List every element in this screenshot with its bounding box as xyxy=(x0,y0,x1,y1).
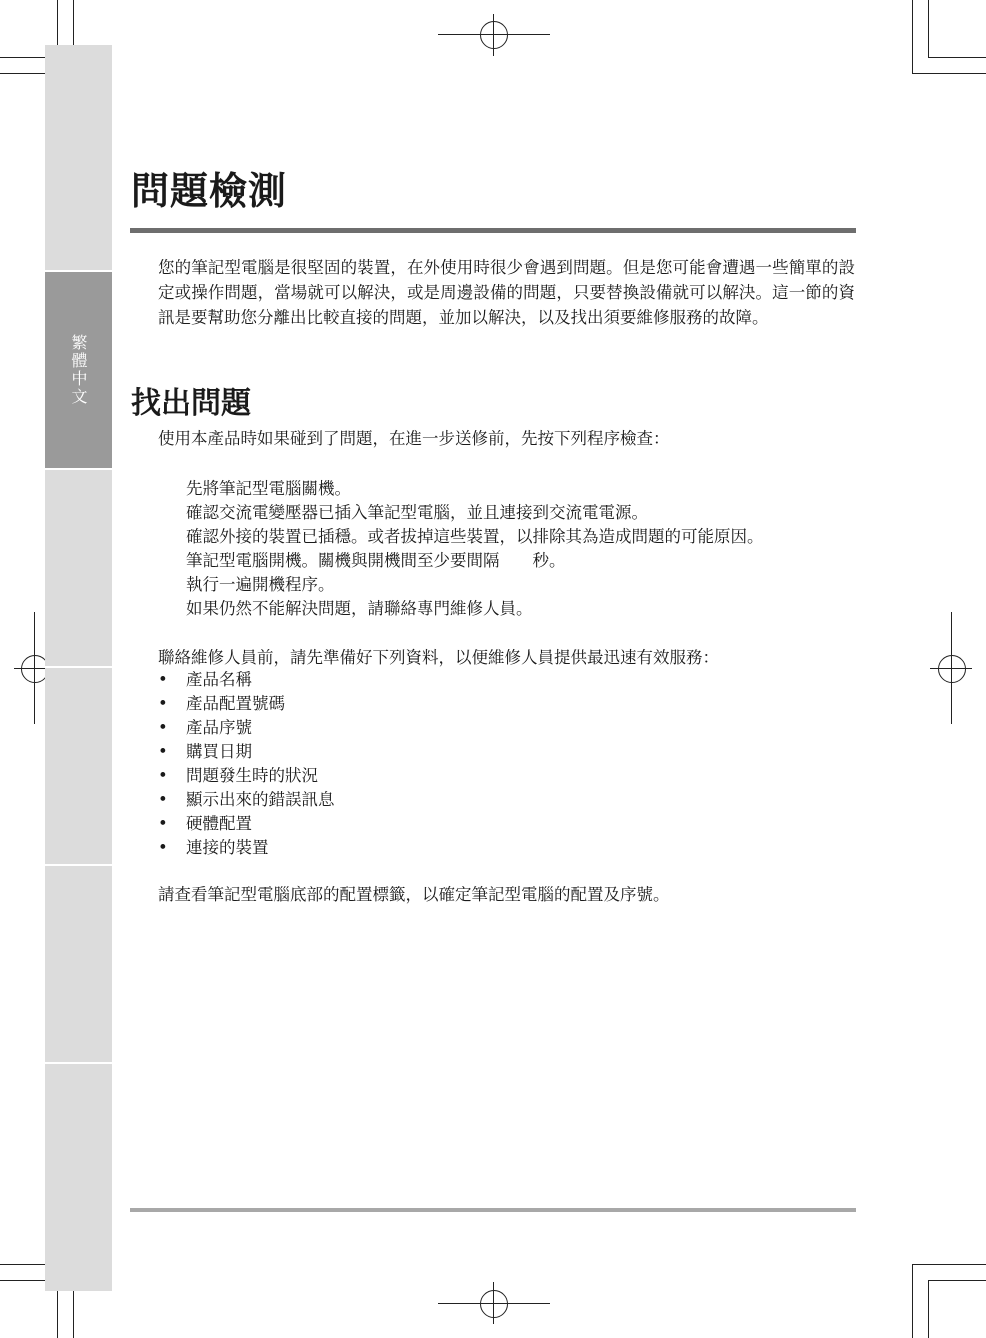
list-item xyxy=(158,740,335,764)
sidebar-tab-4[interactable] xyxy=(45,668,112,866)
crop-mark-tr-v xyxy=(928,0,929,58)
language-sidebar xyxy=(45,45,112,1291)
list-item xyxy=(158,788,335,812)
crop-mark-br-h xyxy=(912,1264,986,1265)
crop-mark-tr-v2 xyxy=(912,0,913,74)
step-item: 確認外接的裝置已插穩。或者拔掉這些裝置，以排除其為造成問題的可能原因。 xyxy=(186,527,764,546)
list-item-text: 產品序號 xyxy=(186,718,252,737)
registration-mark-bottom-circle xyxy=(480,1290,508,1318)
footer-rule xyxy=(130,1208,856,1212)
list-item xyxy=(158,692,335,716)
sidebar-tab-active[interactable] xyxy=(45,272,112,470)
bullet-icon: • xyxy=(158,790,168,809)
bullet-icon: • xyxy=(158,670,168,689)
crop-mark-tr-h xyxy=(928,57,986,58)
list-item-text: 產品配置號碼 xyxy=(186,694,285,713)
list-item xyxy=(158,836,335,860)
bullet-icon: • xyxy=(158,718,168,737)
crop-mark-br-h2 xyxy=(928,1280,986,1281)
bullet-icon: • xyxy=(158,814,168,833)
registration-mark-top-circle xyxy=(480,21,508,49)
section-title: 找出問題 xyxy=(131,386,251,421)
list-item xyxy=(158,764,335,788)
step-item: 執行一遍開機程序。 xyxy=(186,575,335,594)
step-item: 確認交流電變壓器已插入筆記型電腦，並且連接到交流電電源。 xyxy=(186,503,648,522)
list-item-text: 產品名稱 xyxy=(186,670,252,689)
sidebar-tab-5[interactable] xyxy=(45,866,112,1064)
intro-paragraph: 您的筆記型電腦是很堅固的裝置，在外使用時很少會遇到問題。但是您可能會遭遇一些簡單的設定或操作問題，當場就可以解決，或是周邊設備的問題，只要替換設備就可以解決。這一節的資訊是要幫助您分離出比較直接的問題，並加以解決，以及找出須要維修服務的故障。 xyxy=(158,258,855,327)
bullet-icon: • xyxy=(158,766,168,785)
registration-mark-right-circle xyxy=(938,655,966,683)
list-item-text: 硬體配置 xyxy=(186,814,252,833)
sidebar-tab-label: 繁體中文 xyxy=(69,334,88,406)
title-rule xyxy=(130,228,856,233)
required-info-list xyxy=(158,668,335,860)
list-item-text: 問題發生時的狀況 xyxy=(186,766,318,785)
list-item-text: 購買日期 xyxy=(186,742,252,761)
bullet-icon: • xyxy=(158,838,168,857)
closing-paragraph: 請查看筆記型電腦底部的配置標籤，以確定筆記型電腦的配置及序號。 xyxy=(158,885,670,904)
step-item: 先將筆記型電腦關機。 xyxy=(186,479,351,498)
crop-mark-tr-h2 xyxy=(912,73,986,74)
bullet-icon: • xyxy=(158,694,168,713)
sidebar-tab-3[interactable] xyxy=(45,470,112,668)
contact-intro: 聯絡維修人員前，請先準備好下列資料，以便維修人員提供最迅速有效服務： xyxy=(158,648,719,667)
list-item-text: 連接的裝置 xyxy=(186,838,269,857)
list-item xyxy=(158,668,335,692)
troubleshooting-steps xyxy=(186,477,764,621)
list-item xyxy=(158,812,335,836)
sidebar-tab-1[interactable] xyxy=(45,45,112,272)
page-title: 問題檢測 xyxy=(131,169,288,213)
section-lead: 使用本產品時如果碰到了問題，在進一步送修前，先按下列程序檢查： xyxy=(158,429,670,448)
crop-mark-br-v2 xyxy=(928,1280,929,1338)
bullet-icon: • xyxy=(158,742,168,761)
list-item-text: 顯示出來的錯誤訊息 xyxy=(186,790,335,809)
list-item xyxy=(158,716,335,740)
sidebar-tab-6[interactable] xyxy=(45,1064,112,1291)
step-item: 如果仍然不能解決問題，請聯絡專門維修人員。 xyxy=(186,599,533,618)
step-item: 筆記型電腦開機。關機與開機間至少要間隔 秒。 xyxy=(186,551,566,570)
crop-mark-br-v xyxy=(912,1264,913,1338)
